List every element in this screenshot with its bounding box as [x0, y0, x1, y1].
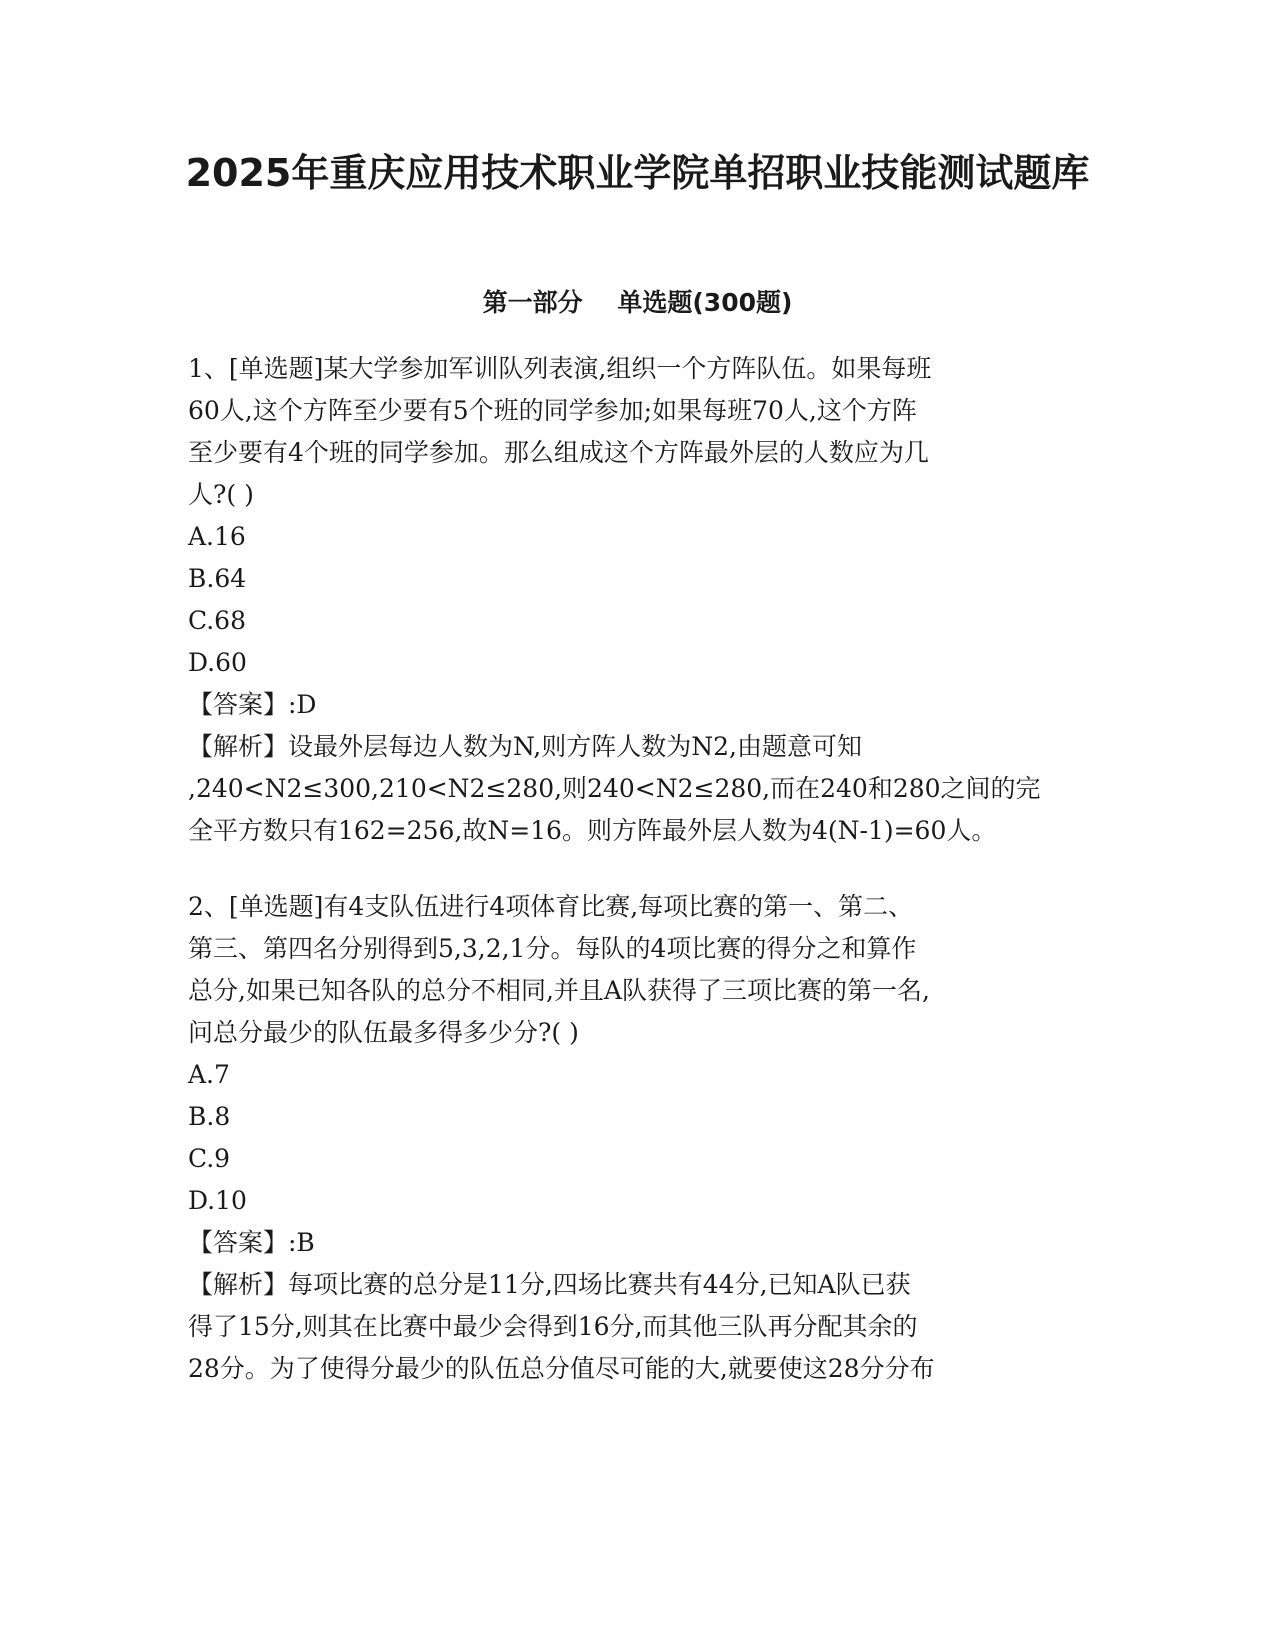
question-1-analysis-line: ,240<N2≤300,210<N2≤280,则240<N2≤280,而在240和280之间的完 — [188, 774, 1041, 803]
question-2-answer: 【答案】:B — [188, 1228, 315, 1257]
question-2-analysis-line: 28分。为了使得分最少的队伍总分值尽可能的大,就要使这28分分布 — [188, 1354, 935, 1383]
question-1-stem-line: 60人,这个方阵至少要有5个班的同学参加;如果每班70人,这个方阵 — [188, 396, 917, 425]
section-title: 第一部分 单选题(300题) — [482, 288, 793, 317]
question-1-stem-line: 至少要有4个班的同学参加。那么组成这个方阵最外层的人数应为几 — [188, 438, 929, 467]
question-2-stem-line: 问总分最少的队伍最多得多少分?( ) — [188, 1018, 579, 1047]
question-2-stem-line: 总分,如果已知各队的总分不相同,并且A队获得了三项比赛的第一名, — [188, 976, 930, 1005]
question-1-stem-line: 1、[单选题]某大学参加军训队列表演,组织一个方阵队伍。如果每班 — [188, 354, 932, 383]
question-1-option-b: B.64 — [188, 564, 247, 593]
question-2-option-d: D.10 — [188, 1186, 247, 1215]
question-1-answer: 【答案】:D — [188, 690, 317, 719]
question-1-stem-line: 人?( ) — [188, 480, 254, 509]
question-2-option-b: B.8 — [188, 1102, 231, 1131]
question-2 — [188, 886, 1088, 1390]
question-1-option-a: A.16 — [188, 522, 246, 551]
question-1-option-d: D.60 — [188, 648, 247, 677]
question-1 — [188, 348, 1088, 852]
question-2-option-c: C.9 — [188, 1144, 231, 1173]
question-1-option-c: C.68 — [188, 606, 246, 635]
question-1-analysis-line: 全平方数只有162=256,故N=16。则方阵最外层人数为4(N-1)=60人。 — [188, 816, 997, 845]
document-title: 2025年重庆应用技术职业学院单招职业技能测试题库 — [185, 151, 1090, 195]
question-2-analysis-line: 得了15分,则其在比赛中最少会得到16分,而其他三队再分配其余的 — [188, 1312, 918, 1341]
question-2-stem-line: 2、[单选题]有4支队伍进行4项体育比赛,每项比赛的第一、第二、 — [188, 892, 914, 921]
question-2-analysis-line: 【解析】每项比赛的总分是11分,四场比赛共有44分,已知A队已获 — [188, 1270, 911, 1299]
question-2-stem-line: 第三、第四名分别得到5,3,2,1分。每队的4项比赛的得分之和算作 — [188, 934, 917, 963]
question-2-option-a: A.7 — [188, 1060, 230, 1089]
question-1-analysis-line: 【解析】设最外层每边人数为N,则方阵人数为N2,由题意可知 — [188, 732, 862, 761]
